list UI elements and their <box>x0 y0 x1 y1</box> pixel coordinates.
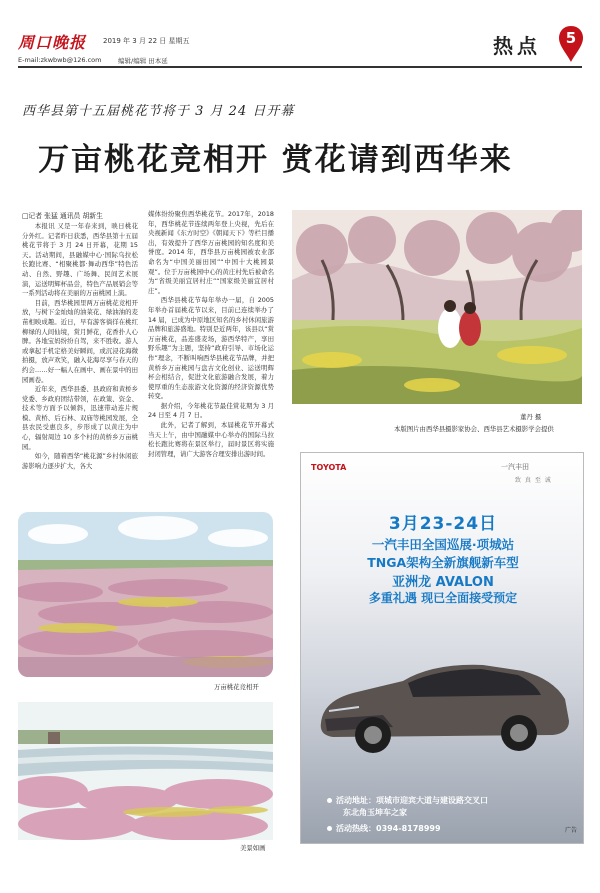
article-kicker: 西华县第十五届桃花节将于 3 月 24 日开幕 <box>22 104 295 119</box>
article-column-1 <box>22 222 138 514</box>
photo-orchard-landscape <box>18 512 273 677</box>
photo-source-note: 本版图片由西华县摄影家协会、西华县艺术摄影学会提供 <box>394 425 554 433</box>
paragraph: 目前，西华桃园里两万亩桃花竞相开放，与树下金灿灿的油菜花、绿油油的麦苗相映成趣。近日，早有游客徜徉在桃红柳绿的人间仙境，赏月鲜花，花香扑人心脾。各地宝妈纷纷自驾，来不胜收。游人或拿起手机定格美好瞬间，或沉浸花海微拍摄，放声欢笑，融入花海尽享与春天的约会……好一幅人在画中、画在景中的田园画卷。 <box>22 298 138 384</box>
page-number-badge <box>557 24 585 64</box>
bullet-icon <box>327 826 332 831</box>
advertisement-tag: 广告 <box>565 827 578 834</box>
photo-river-scenery <box>18 702 273 840</box>
photo-peach-orchard-visitors <box>292 210 582 404</box>
paragraph: 近年来，西华县委、县政府和黄桥乡党委、乡政府团结带领，在政策、资金、技术等方面予以倾斜，迅速带动连片规模、黄桥、后石林、双庙等桃园发展，全县农民受惠良多，步形成了以黄庄为中心，辐射周边 10 多个村的黄桥乡万亩桃园。 <box>22 385 138 451</box>
editor-credit: 编辑/编辑 田本延 <box>118 57 168 65</box>
paragraph: 如今，随着西华“桃花源”乡村休闲旅游影响力逐步扩大，各大 <box>22 452 138 470</box>
article-byline: □记者 张猛 通讯员 胡新生 <box>22 212 103 220</box>
faw-toyota-logo: 一汽丰田 <box>501 463 529 471</box>
ad-headline-2: TNGA架构全新旗舰新车型 <box>367 555 519 570</box>
bullet-icon <box>327 798 332 803</box>
header-rule <box>18 66 582 68</box>
section-title: 热点 <box>493 34 541 58</box>
dateline: 2019 年 3 月 22 日 星期五 <box>103 37 190 45</box>
event-hotline: 活动热线：0394-8178999 <box>327 823 441 834</box>
car-image <box>313 641 575 761</box>
article-headline: 万亩桃花竞相开 赏花请到西华来 <box>38 142 513 178</box>
paragraph: 媒体纷纷聚焦西华桃花节。2017年，2018 年，西华桃花节连续两年登上央视，先后在央视新闻《东方时空》《朝闻天下》等栏目播出，有效提升了西华万亩桃园的知名度和美誉度。2014 年，西华县万亩桃园被农业部命名为“中国美丽田园”“中国十大桃园景观”。位于万亩桃园中心的黄庄村先后被命名为“省级美丽宜居村庄”“国家级美丽宜居村庄”。 <box>148 210 274 295</box>
ad-headline-1: 一汽丰田全国巡展·项城站 <box>371 537 515 552</box>
ad-slogan: 致 真 至 诚 <box>515 477 552 484</box>
photo-caption: 万亩桃花竞相开 <box>214 683 259 691</box>
page-number: 5 <box>565 29 577 47</box>
paragraph: 此外，记者了解到，本届桃花节开幕式当天上午，由中国融媒中心举办的国际马拉松长跑比赛将在景区举行，届时景区将实施封闭管理，请广大游客合理安排出游时间。 <box>148 421 274 458</box>
ad-date: 3月23-24日 <box>388 514 498 534</box>
ad-headline-3: 亚洲龙 AVALON <box>392 575 494 590</box>
toyota-logo: TOYOTA <box>311 463 347 472</box>
paragraph: 西华县桃花节每年举办一届，自 2005 年举办首届桃花节以来，目前已连续举办了 14 届，已成为中原地区知名的乡村休闲旅游品牌和旅游盛地。特别是近两年，该县以“赏万亩桃花，品连盛麦场，游西华特产，享田野乐趣”为主题，坚持“政府引导、市场化运作”理念，不断叫响西华县桃花节品牌，并把黄桥乡万亩桃园与盘古文化创业、运送明辉杯会相结合，促进文化旅游融合发展，着力使厚重的生态旅游文化资源的经济资源优势转变。 <box>148 296 274 401</box>
paragraph: 本报讯 又是一年春来到，映日桃花分外红。记者昨日获悉，西华县第十五届桃花节将于 3 月 24 日开幕，花期 15 天。活动期间，县融媒中心·国际乌拉松长跑比赛、“相聚桃都·舞动西华”特色活动、自然、野趣、广场舞、民间艺术展演，运送明辉杯品尝，特色产品展销会等一系列活动将在美丽的万亩桃园上演。 <box>22 222 138 298</box>
photo-caption: 美景如画 <box>240 844 266 852</box>
event-address-line-2: 东北角玉坤车之家 <box>343 808 407 817</box>
newspaper-logo: 周口晚报 <box>18 33 87 52</box>
event-address: 活动地址：项城市迎宾大道与建设路交叉口 <box>327 795 488 806</box>
ad-headline-4: 多重礼遇 现已全面接受预定 <box>368 591 518 605</box>
photo-credit: 董丹 摄 <box>520 413 542 421</box>
toyota-advertisement <box>300 452 584 844</box>
email-address: E-mail:zkwbwb@126.com <box>18 56 102 64</box>
article-column-2 <box>148 210 274 510</box>
paragraph: 据介绍，今年桃花节最佳赏花期为 3 月 24 日至 4 月 7 日。 <box>148 401 274 420</box>
masthead <box>0 0 600 88</box>
